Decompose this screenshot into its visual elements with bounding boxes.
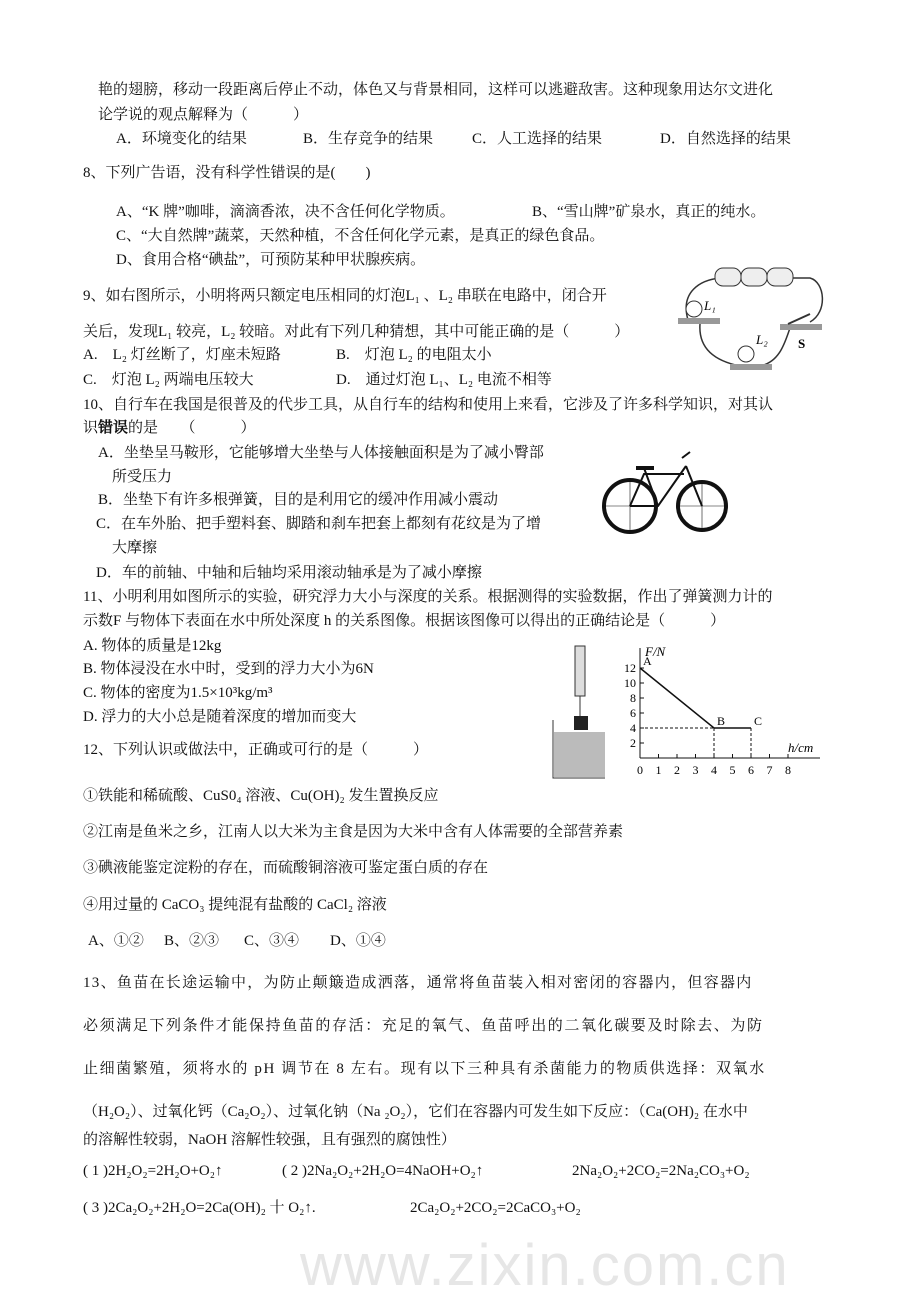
q9-option-d: D. 通过灯泡 L₁、L₂ 电流不相等 [336, 372, 552, 388]
q10-line2-pre: 识 [83, 420, 99, 436]
q9-line2: 关后，发现L₁ 较亮，L₂ 较暗。对此有下列几种猜想，其中可能正确的是（ ） [83, 324, 630, 340]
q10-line1: 10、自行车在我国是很普及的代步工具，从自行车的结构和使用上来看，它涉及了许多科学知识，对其认 [83, 397, 774, 413]
q13-line5: 的溶解性较弱，NaOH 溶解性较强，且有强烈的腐蚀性） [83, 1132, 456, 1148]
q13-line3: 止细菌繁殖，须将水的 pH 调节在 8 左右。现有以下三种具有杀菌能力的物质供选择：双氧水 [83, 1061, 766, 1077]
y-tick-label: 12 [624, 661, 636, 675]
bicycle-figure [598, 444, 728, 536]
q13-line1: 13、鱼苗在长途运输中，为防止颠簸造成洒落，通常将鱼苗装入相对密闭的容器内，但容器内 [83, 975, 753, 991]
q10-option-d: D．车的前轴、中轴和后轴均采用滚动轴承是为了减小摩擦 [96, 565, 482, 581]
q13-equation-3b: 2Ca₂O₂+2CO₂=2CaCO₃+O₂ [410, 1200, 581, 1216]
y-tick-label: 6 [630, 706, 636, 720]
battery-icon [715, 268, 793, 286]
q9-option-b: B. 灯泡 L₂ 的电阻太小 [336, 347, 492, 363]
label-l2: L₂ [756, 332, 768, 347]
label-l1: L₁ [704, 298, 716, 313]
q12-item-1: ①铁能和稀硫酸、CuS0₄ 溶液、Cu(OH)₂ 发生置换反应 [83, 788, 439, 804]
x-tick-label: 8 [785, 763, 791, 777]
q12-item-4: ④用过量的 CaCO₃ 提纯混有盐酸的 CaCl₂ 溶液 [83, 897, 387, 913]
q12-option-d: D、①④ [330, 933, 386, 949]
q12-item-3: ③碘液能鉴定淀粉的存在，而硫酸铜溶液可鉴定蛋白质的存在 [83, 860, 489, 876]
point-label-a: A [643, 654, 652, 668]
x-tick-label: 2 [674, 763, 680, 777]
point-label-c: C [754, 714, 763, 728]
circuit-figure [660, 262, 830, 384]
q11-option-b: B. 物体浸没在水中时，受到的浮力大小为6N [83, 661, 374, 677]
q10-option-c-cont: 大摩擦 [112, 540, 158, 556]
q13-equation-2: ( 2 )2Na₂O₂+2H₂O=4NaOH+O₂↑ [282, 1163, 484, 1179]
q8-option-b: B、“雪山牌”矿泉水，真正的纯水。 [532, 204, 766, 220]
watermark: www.zixin.com.cn [300, 1233, 790, 1298]
q13-line4: （H₂O₂）、过氧化钙（Ca₂O₂）、过氧化钠（Na ₂O₂），它们在容器内可发生如下反应：（Ca(OH)₂ 在水中 [83, 1104, 748, 1120]
q10-option-a-cont: 所受压力 [112, 469, 173, 485]
q11-option-d: D. 浮力的大小总是随着深度的增加而变大 [83, 709, 357, 725]
q13-equation-3: ( 3 )2Ca₂O₂+2H₂O=2Ca(OH)₂ 十 O₂↑. [83, 1200, 316, 1216]
y-tick-label: 4 [630, 721, 636, 735]
q12-option-a: A、①② [88, 933, 144, 949]
q7-option-c: C．人工选择的结果 [472, 131, 603, 147]
spring-scale-beaker-figure [545, 640, 605, 785]
q13-equation-1: ( 1 )2H₂O₂=2H₂O+O₂↑ [83, 1163, 223, 1179]
q12-option-b: B、②③ [164, 933, 220, 949]
q8-option-a: A、“K 牌”咖啡，滴滴香浓，决不含任何化学物质。 [116, 204, 455, 220]
x-tick-label: 5 [729, 763, 736, 777]
q10-option-c: C．在车外胎、把手塑料套、脚踏和刹车把套上都刻有花纹是为了增 [96, 516, 542, 532]
y-tick-label: 2 [630, 736, 636, 750]
q7-line2: 论学说的观点解释为（ ） [98, 107, 309, 123]
q13-line2: 必须满足下列条件才能保持鱼苗的存活：充足的氧气、鱼苗呼出的二氧化碳要及时除去、为防 [83, 1018, 764, 1034]
q10-option-b: B．坐垫下有许多根弹簧，目的是利用它的缓冲作用减小震动 [98, 492, 499, 508]
q9-option-a: A. L₂ 灯丝断了，灯座未短路 [83, 347, 281, 363]
x-tick-label: 1 [655, 763, 662, 777]
y-tick-label: 10 [624, 676, 636, 690]
x-tick-label: 7 [766, 763, 773, 777]
q11-line1: 11、小明利用如图所示的实验，研究浮力大小与深度的关系。根据测得的实验数据，作出了弹簧测力计的 [83, 589, 773, 605]
y-tick-label: 8 [630, 691, 636, 705]
q7-option-b: B．生存竞争的结果 [303, 131, 434, 147]
x-tick-label: 4 [711, 763, 717, 777]
force-depth-graph [610, 640, 825, 785]
x-tick-label: 0 [637, 763, 643, 777]
q8-option-c: C、“大自然牌”蔬菜，天然种植，不含任何化学元素，是真正的绿色食品。 [116, 228, 605, 244]
q11-option-a: A. 物体的质量是12kg [83, 638, 222, 654]
q10-emphasis: 错误 [98, 420, 129, 436]
q9-option-c: C. 灯泡 L₂ 两端电压较大 [83, 372, 254, 388]
q10-line2-post: 的是 （ ） [128, 420, 256, 436]
label-s: S [798, 336, 806, 351]
q7-option-a: A．环境变化的结果 [116, 131, 247, 147]
x-axis-label: h/cm [788, 740, 814, 755]
q11-line2: 示数F 与物体下表面在水中所处深度 h 的关系图像。根据该图像可以得出的正确结论是（ ） [83, 613, 726, 629]
q9-line1: 9、如右图所示，小明将两只额定电压相同的灯泡L₁ 、L₂ 串联在电路中，闭合开 [83, 288, 607, 304]
q8-option-d: D、食用合格“碘盐”，可预防某种甲状腺疾病。 [116, 252, 426, 268]
q7-line1: 艳的翅膀，移动一段距离后停止不动，体色又与背景相同，这样可以逃避敌害。这种现象用达尔文进化 [98, 82, 774, 98]
q11-option-c: C. 物体的密度为1.5×10³kg/m³ [83, 685, 273, 701]
x-tick-label: 3 [692, 763, 699, 777]
q8-stem: 8、下列广告语，没有科学性错误的是( ) [83, 165, 371, 181]
q10-option-a: A．坐垫呈马鞍形，它能够增大坐垫与人体接触面积是为了减小臀部 [98, 445, 544, 461]
y-axis-label: F/N [645, 644, 666, 659]
point-label-b: B [717, 714, 726, 728]
q10-line2 [83, 418, 256, 438]
q12-option-c: C、③④ [244, 933, 300, 949]
q12-stem: 12、下列认识或做法中，正确或可行的是（ ） [83, 742, 429, 758]
q12-item-2: ②江南是鱼米之乡，江南人以大米为主食是因为大米中含有人体需要的全部营养素 [83, 824, 624, 840]
bulb-l2-icon [730, 346, 772, 370]
x-tick-label: 6 [748, 763, 754, 777]
q13-equation-2b: 2Na₂O₂+2CO₂=2Na₂CO₃+O₂ [572, 1163, 750, 1179]
q7-option-d: D．自然选择的结果 [660, 131, 791, 147]
data-line [640, 668, 751, 728]
